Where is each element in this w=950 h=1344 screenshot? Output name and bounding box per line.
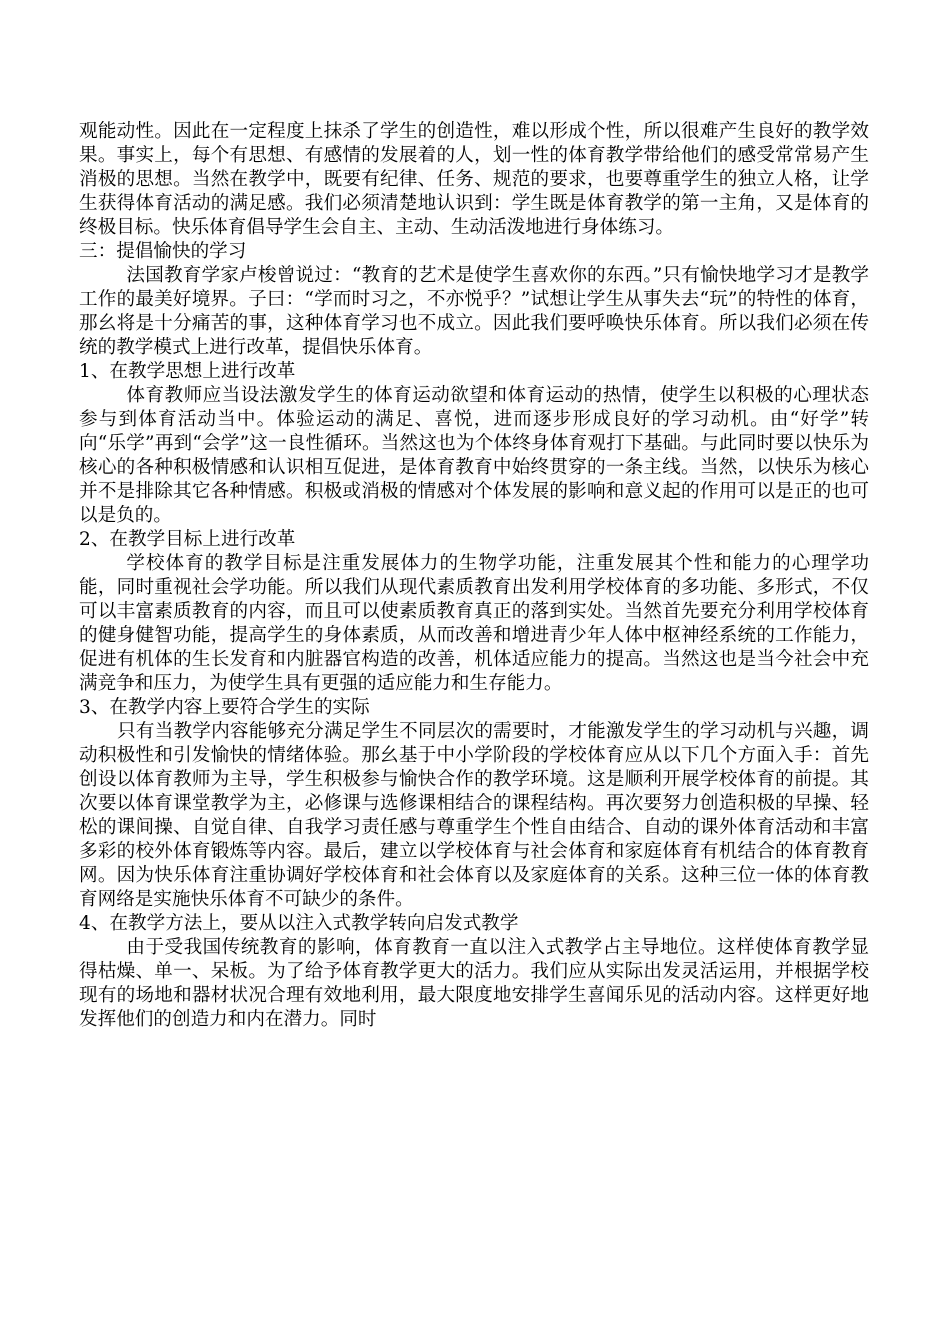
paragraph-teaching-methods: 由于受我国传统教育的影响，体育教育一直以注入式教学占主导地位。这样使体育教学显得枯燥、单一、呆板。为了给予体育教学更大的活力。我们应从实际出发灵活运用，并根据学校现有的场地和器材状况合理有效地利用，最大限度地安排学生喜闻乐见的活动内容。这样更好地发挥他们的创造力和内在潜力。同时 (79, 937, 869, 1030)
paragraph-teaching-goals: 学校体育的教学目标是注重发展体力的生物学功能，注重发展其个性和能力的心理学功能，同时重视社会学功能。所以我们从现代素质教育出发利用学校体育的多功能、多形式，不仅可以丰富素质教育的内容，而且可以使素质教育真正的落到实处。当然首先要充分利用学校体育的健身健智功能，提高学生的身体素质，从而改善和增进青少年人体中枢神经系统的工作能力，促进有机体的生长发育和内脏器官构造的改善，机体适应能力的提高。当然这也是当今社会中充满竞争和压力，为使学生具有更强的适应能力和生存能力。 (79, 553, 869, 694)
paragraph-rousseau-quote: 法国教育学家卢梭曾说过：“教育的艺术是使学生喜欢你的东西。”只有愉快地学习才是教学工作的最美好境界。子曰：“学而时习之，不亦悦乎？”试想让学生从事失去“玩”的特性的体育，那幺将是十分痛苦的事，这种体育学习也不成立。因此我们要呼唤快乐体育。所以我们必须在传统的教学模式上进行改革，提倡快乐体育。 (79, 265, 869, 358)
document-page (79, 120, 869, 1032)
paragraph-teaching-content: 只有当教学内容能够充分满足学生不同层次的需要时，才能激发学生的学习动机与兴趣，调动积极性和引发愉快的情绪体验。那幺基于中小学阶段的学校体育应从以下几个方面入手：首先创设以体育教师为主导，学生积极参与愉快合作的教学环境。这是顺利开展学校体育的前提。其次要以体育课堂教学为主，必修课与选修课相结合的课程结构。再次要努力创造积极的早操、轻松的课间操、自觉自律、自我学习责任感与尊重学生个性自由结合、自动的课外体育活动和丰富多彩的校外体育锻炼等内容。最后，建立以学校体育与社会体育和家庭体育有机结合的体育教育网。因为快乐体育注重协调好学校体育和社会体育以及家庭体育的关系。这种三位一体的体育教育网络是实施快乐体育不可缺少的条件。 (79, 721, 869, 910)
paragraph-intro-continuation: 观能动性。因此在一定程度上抹杀了学生的创造性，难以形成个性，所以很难产生良好的教学效果。事实上，每个有思想、有感情的发展着的人，划一性的体育教学带给他们的感受常常易产生消极的思想。当然在教学中，既要有纪律、任务、规范的要求，也要尊重学生的独立人格，让学生获得体育活动的满足感。我们必须清楚地认识到：学生既是体育教学的第一主角，又是体育的终极目标。快乐体育倡导学生会自主、主动、生动活泼地进行身体练习。 (79, 121, 869, 238)
subheading-teaching-goals: 2、在教学目标上进行改革 (79, 529, 296, 550)
subheading-teaching-content: 3、在教学内容上要符合学生的实际 (79, 697, 370, 718)
subheading-teaching-methods: 4、在教学方法上，要从以注入式教学转向启发式教学 (79, 913, 519, 934)
subheading-teaching-philosophy: 1、在教学思想上进行改革 (79, 361, 296, 382)
paragraph-teaching-philosophy: 体育教师应当设法激发学生的体育运动欲望和体育运动的热情，使学生以积极的心理状态参与到体育活动当中。体验运动的满足、喜悦，进而逐步形成良好的学习动机。由“好学”转向“乐学”再到“会学”这一良性循环。当然这也为个体终身体育观打下基础。与此同时要以快乐为核心的各种积极情感和认识相互促进，是体育教育中始终贯穿的一条主线。当然，以快乐为核心并不是排除其它各种情感。积极或消极的情感对个体发展的影响和意义起的作用可以是正的也可以是负的。 (79, 385, 869, 526)
section-heading-three: 三：提倡愉快的学习 (79, 241, 247, 262)
